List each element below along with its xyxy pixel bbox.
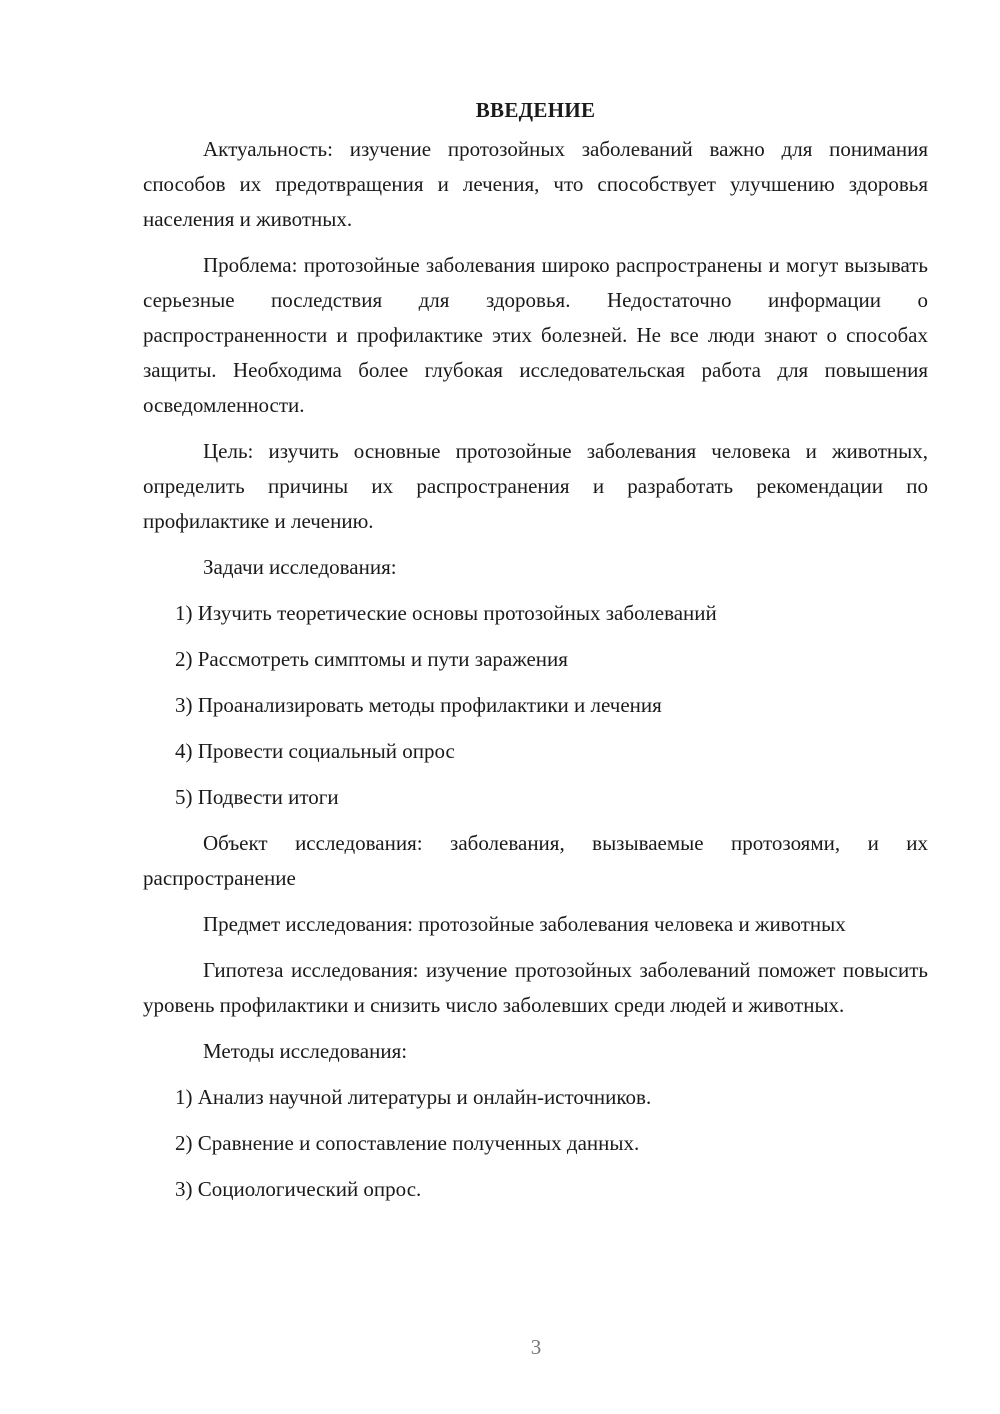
document-page xyxy=(143,92,928,1218)
list-item: 1) Изучить теоретические основы протозойных заболеваний xyxy=(175,601,717,625)
list-item: 1) Анализ научной литературы и онлайн-источников. xyxy=(175,1085,652,1109)
goal-paragraph: Цель: изучить основные протозойные заболевания человека и животных, определить причины их распространения и разработать рекомендации по профилактике и лечению. xyxy=(143,439,928,533)
tasks-heading: Задачи исследования: xyxy=(203,555,397,579)
list-item: 2) Сравнение и сопоставление полученных данных. xyxy=(175,1131,640,1155)
object-paragraph: Объект исследования: заболевания, вызываемые протозоями, и их распространение xyxy=(143,831,928,890)
tasks-list xyxy=(143,596,928,815)
hypothesis-paragraph: Гипотеза исследования: изучение протозойных заболеваний поможет повысить уровень профилактики и снизить число заболевших среди людей и животных. xyxy=(143,958,928,1017)
list-item: 2) Рассмотреть симптомы и пути заражения xyxy=(175,647,568,671)
list-item: 5) Подвести итоги xyxy=(175,785,339,809)
list-item: 4) Провести социальный опрос xyxy=(175,739,455,763)
methods-list xyxy=(143,1080,928,1207)
page-title: ВВЕДЕНИЕ xyxy=(475,98,596,122)
problem-paragraph: Проблема: протозойные заболевания широко распространены и могут вызывать серьезные последствия для здоровья. Недостаточно информации о распространенности и профилактике этих болезней. Не все люди знают о способах защиты. Необходима более глубокая исследовательская работа для повышения осведомленности. xyxy=(143,253,928,417)
list-item: 3) Социологический опрос. xyxy=(175,1177,422,1201)
actuality-paragraph: Актуальность: изучение протозойных заболеваний важно для понимания способов их предотвращения и лечения, что способствует улучшению здоровья населения и животных. xyxy=(143,137,928,231)
page-number: 3 xyxy=(530,1335,542,1359)
methods-heading: Методы исследования: xyxy=(203,1039,408,1063)
subject-paragraph: Предмет исследования: протозойные заболевания человека и животных xyxy=(203,912,846,936)
list-item: 3) Проанализировать методы профилактики и лечения xyxy=(175,693,662,717)
